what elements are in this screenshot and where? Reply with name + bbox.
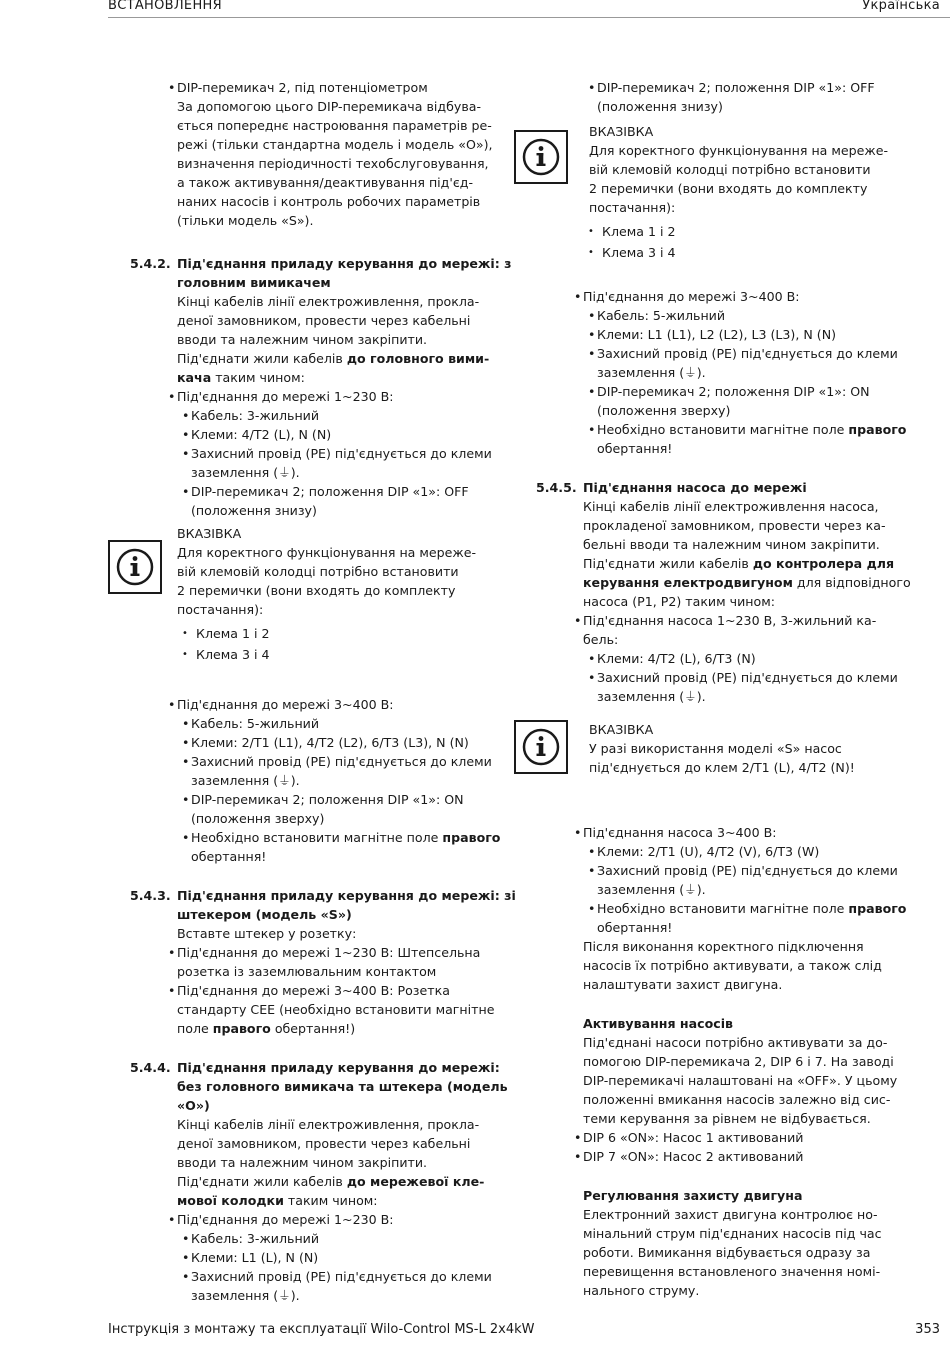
note-line: під'єднується до клем 2/T1 (L), 4/T2 (N)! xyxy=(589,760,855,775)
sub-list-item: • DIP-перемикач 2; положення DIP «1»: OFF xyxy=(588,80,875,95)
section-title-line: штекером (модель «S») xyxy=(177,907,352,922)
list-item-text: Необхідно встановити магнітне поле xyxy=(597,901,849,916)
sub-list-item-cont xyxy=(514,363,934,382)
list-item-text: Під'єднання до мережі 3~400 В: Розетка xyxy=(177,983,450,998)
list-item-text: Кабель: 5-жильний xyxy=(191,716,320,731)
paragraph-line: визначення періодичності техобслуговування, xyxy=(177,156,489,171)
paragraph-line: нального струму. xyxy=(583,1283,700,1298)
paragraph-line: помогою DIP-перемикача 2, DIP 6 і 7. На заводі xyxy=(583,1054,894,1069)
dip-item-text: DIP-перемикач 2, під потенціометром xyxy=(177,80,428,95)
sub-list-item: • Захисний провід (PE) під'єднується до клеми xyxy=(588,670,898,685)
list-item: • Під'єднання до мережі 3~400 В: Розетка xyxy=(168,983,450,998)
list-item-text: Захисний провід (PE) під'єднується до клеми xyxy=(597,863,898,878)
sub-list-item-cont xyxy=(108,501,498,520)
section-title-line: Під'єднання приладу керування до мережі: зі xyxy=(177,888,516,903)
bold-text: кача xyxy=(177,370,212,385)
list-item-text: Під'єднання до мережі 1~230 В: Штепсельна xyxy=(177,945,481,960)
section-number: 5.4.2. xyxy=(130,256,171,271)
list-item-text: заземлення (⏚). xyxy=(191,773,300,788)
section-number: 5.4.4. xyxy=(130,1060,171,1075)
paragraph-line: бельні вводи та належним чином закріпити. xyxy=(583,537,880,552)
paragraph-line: бель: xyxy=(583,632,619,647)
sub-list-item-cont xyxy=(514,687,934,706)
paragraph-line: деної замовником, провести через кабельні xyxy=(177,313,471,328)
sub-list-item-cont xyxy=(514,439,934,458)
paragraph-line: налаштувати захист двигуна. xyxy=(583,977,783,992)
paragraph-line: Кінці кабелів лінії електроживлення, прокла- xyxy=(177,294,480,309)
sub-list-item: • Необхідно встановити магнітне поле правого xyxy=(588,901,907,916)
section-heading-cont xyxy=(108,273,498,292)
bold-text: мової колодки xyxy=(177,1193,284,1208)
note-line: Для коректного функціонування на мереже- xyxy=(589,143,889,158)
section-title-line: головним вимикачем xyxy=(177,275,331,290)
list-item-text: Захисний провід (PE) під'єднується до клеми xyxy=(597,670,898,685)
list-item-text: (положення зверху) xyxy=(191,811,325,826)
sub-list-item: • DIP-перемикач 2; положення DIP «1»: ON xyxy=(182,792,464,807)
sub-list-item: • Клеми: 4/T2 (L), 6/T3 (N) xyxy=(588,651,756,666)
note-list-item: • Клема 3 і 4 xyxy=(182,647,270,662)
list-item-text: Під'єднання до мережі 1~230 В: xyxy=(177,1212,394,1227)
list-item-text: Захисний провід (PE) під'єднується до клеми xyxy=(191,754,492,769)
sub-list-item: • Кабель: 5-жильний xyxy=(182,716,320,731)
list-item-text: Захисний провід (PE) під'єднується до клеми xyxy=(191,446,492,461)
note-title: ВКАЗІВКА xyxy=(589,124,654,139)
sub-list-item: • Необхідно встановити магнітне поле правого xyxy=(182,830,501,845)
list-item-text: (положення знизу) xyxy=(191,503,317,518)
list-item: • Під'єднання до мережі 3~400 В: xyxy=(574,289,800,304)
note-line: вій клемовій колодці потрібно встановити xyxy=(589,162,871,177)
text-span: Під'єднати жили кабелів xyxy=(177,351,347,366)
text-span: Під'єднати жили кабелів xyxy=(177,1174,347,1189)
list-item: • Під'єднання до мережі 1~230 В: Штепсельна xyxy=(168,945,481,960)
note-box xyxy=(514,720,934,777)
header-rule xyxy=(108,17,950,18)
note-line: вій клемовій колодці потрібно встановити xyxy=(177,564,459,579)
paragraph-line: а також активування/деактивування під'єд- xyxy=(177,175,474,190)
paragraph-line: ється попереднє настроювання параметрів ре- xyxy=(177,118,492,133)
note-line: постачання): xyxy=(589,200,676,215)
note-line: 2 перемички (вони входять до комплекту xyxy=(177,583,456,598)
note-box xyxy=(514,122,934,263)
note-list-item: • Клема 3 і 4 xyxy=(588,245,676,260)
list-item: • Під'єднання насоса 1~230 В, 3-жильний ка- xyxy=(574,613,877,628)
paragraph-line xyxy=(108,1019,498,1038)
paragraph-line: стандарту CEE (необхідно встановити магнітне xyxy=(177,1002,495,1017)
paragraph-line: розетка із заземлювальним контактом xyxy=(177,964,437,979)
list-item: • Під'єднання до мережі 1~230 В: xyxy=(168,389,394,404)
list-item-text: обертання! xyxy=(597,441,673,456)
paragraph-line: Вставте штекер у розетку: xyxy=(177,926,357,941)
sub-list-item: • Клеми: L1 (L1), L2 (L2), L3 (L3), N (N) xyxy=(588,327,837,342)
paragraph-line xyxy=(514,573,934,592)
paragraph-line: вводи та належним чином закріпити. xyxy=(177,1155,428,1170)
bold-text: правого xyxy=(442,830,501,845)
sub-list-item: • Клеми: 2/T1 (L1), 4/T2 (L2), 6/T3 (L3), N (N) xyxy=(182,735,469,750)
list-item-text: Клеми: 4/T2 (L), 6/T3 (N) xyxy=(597,651,756,666)
paragraph-line: DIP-перемикачі налаштовані на «OFF». У цьому xyxy=(583,1073,898,1088)
text-span: обертання!) xyxy=(270,1021,356,1036)
header-language: Українська xyxy=(862,0,940,13)
sub-list-item-cont xyxy=(514,97,934,116)
list-item: • Під'єднання до мережі 1~230 В: xyxy=(168,1212,394,1227)
sub-list-item: • Захисний провід (PE) під'єднується до клеми xyxy=(588,863,898,878)
bold-text: правого xyxy=(212,1021,271,1036)
sub-list-item: • Захисний провід (PE) під'єднується до клеми xyxy=(182,446,492,461)
list-item-text: обертання! xyxy=(191,849,267,864)
paragraph-line: режі (тільки стандартна модель і модель «O»), xyxy=(177,137,493,152)
section-title-line: Під'єднання приладу керування до мережі: з xyxy=(177,256,512,271)
list-item-text: Клема 3 і 4 xyxy=(196,647,270,662)
sub-list-item: • Кабель: 3-жильний xyxy=(182,408,320,423)
sub-list-item-cont xyxy=(514,880,934,899)
section-title-line: без головного вимикача та штекера (модель xyxy=(177,1079,508,1094)
text-span: для відповідного xyxy=(792,575,911,590)
paragraph-line: Кінці кабелів лінії електроживлення, прокла- xyxy=(177,1117,480,1132)
bold-text: до мережевої кле- xyxy=(346,1174,485,1189)
sub-list-item: • Захисний провід (PE) під'єднується до клеми xyxy=(182,754,492,769)
list-item: • Під'єднання до мережі 3~400 В: xyxy=(168,697,394,712)
paragraph-line: За допомогою цього DIP-перемикача відбува- xyxy=(177,99,482,114)
footer-document-title: Інструкція з монтажу та експлуатації Wilo-Control MS-L 2x4kW xyxy=(108,1322,535,1337)
note-box xyxy=(108,524,498,665)
list-item-text: Під'єднання до мережі 3~400 В: xyxy=(177,697,394,712)
header-section-title: ВСТАНОВЛЕННЯ xyxy=(108,0,222,13)
list-item-text: (положення знизу) xyxy=(597,99,723,114)
list-item-text: Клеми: 4/T2 (L), N (N) xyxy=(191,427,332,442)
list-item-text: (положення зверху) xyxy=(597,403,731,418)
list-item-text: Захисний провід (PE) під'єднується до клеми xyxy=(597,346,898,361)
list-item-text: Клеми: 2/T1 (L1), 4/T2 (L2), 6/T3 (L3), N (N) xyxy=(191,735,469,750)
left-column xyxy=(108,78,516,1305)
section-heading-cont xyxy=(108,1096,498,1115)
sub-list-item-cont xyxy=(514,918,934,937)
list-item-text: Кабель: 5-жильний xyxy=(597,308,726,323)
sub-list-item: • DIP-перемикач 2; положення DIP «1»: OFF xyxy=(182,484,469,499)
sub-list-item: • Необхідно встановити магнітне поле правого xyxy=(588,422,907,437)
list-item-text: заземлення (⏚). xyxy=(597,689,706,704)
sub-list-item-cont xyxy=(108,771,498,790)
list-item-text: заземлення (⏚). xyxy=(191,465,300,480)
paragraph-line: деної замовником, провести через кабельні xyxy=(177,1136,471,1151)
note-list-item: • Клема 1 і 2 xyxy=(588,224,676,239)
list-item-text: DIP-перемикач 2; положення DIP «1»: OFF xyxy=(191,484,469,499)
text-span: таким чином: xyxy=(211,370,305,385)
list-item-text: DIP 7 «ON»: Насос 2 активований xyxy=(583,1149,804,1164)
sub-list-item: • DIP-перемикач 2; положення DIP «1»: ON xyxy=(588,384,870,399)
sub-list-item: • Кабель: 5-жильний xyxy=(588,308,726,323)
paragraph-line xyxy=(514,554,934,573)
list-item-text: Кабель: 3-жильний xyxy=(191,1231,320,1246)
subheading-motor-protection: Регулювання захисту двигуна xyxy=(583,1188,803,1203)
section-number: 5.4.3. xyxy=(130,888,171,903)
list-item-text: Клема 1 і 2 xyxy=(602,224,676,239)
list-item-text: Клема 1 і 2 xyxy=(196,626,270,641)
section-title-line: Під'єднання приладу керування до мережі: xyxy=(177,1060,500,1075)
sub-list-item-cont xyxy=(108,1286,498,1305)
list-item-text: Клема 3 і 4 xyxy=(602,245,676,260)
section-heading-cont xyxy=(108,1077,508,1096)
list-item-text: Клеми: 2/T1 (U), 4/T2 (V), 6/T3 (W) xyxy=(597,844,820,859)
note-line: Для коректного функціонування на мереже- xyxy=(177,545,477,560)
section-heading-5-4-4 xyxy=(108,1058,498,1077)
paragraph-line: роботи. Вимикання відбувається одразу за xyxy=(583,1245,871,1260)
text-span: Під'єднати жили кабелів xyxy=(583,556,753,571)
paragraph-line: перевищення встановленого значення номі- xyxy=(583,1264,881,1279)
sub-list-item-cont xyxy=(514,401,934,420)
section-heading-cont xyxy=(108,905,498,924)
list-item-text: Необхідно встановити магнітне поле xyxy=(191,830,443,845)
section-title-line: Під'єднання насоса до мережі xyxy=(583,480,807,495)
list-item-text: DIP-перемикач 2; положення DIP «1»: ON xyxy=(191,792,464,807)
note-title: ВКАЗІВКА xyxy=(177,526,242,541)
list-item-text: заземлення (⏚). xyxy=(191,1288,300,1303)
sub-list-item: • Клеми: 2/T1 (U), 4/T2 (V), 6/T3 (W) xyxy=(588,844,820,859)
note-line: У разі використання моделі «S» насос xyxy=(589,741,842,756)
bold-text: до головного вими- xyxy=(346,351,490,366)
paragraph-line: (тільки модель «S»). xyxy=(177,213,314,228)
list-item-text: DIP-перемикач 2; положення DIP «1»: ON xyxy=(597,384,870,399)
list-item: • Під'єднання насоса 3~400 В: xyxy=(574,825,777,840)
paragraph-line: Під'єднані насоси потрібно активувати за до- xyxy=(583,1035,888,1050)
paragraph-line xyxy=(108,1191,498,1210)
paragraph-line xyxy=(108,349,498,368)
section-number: 5.4.5. xyxy=(536,480,577,495)
section-title-line: «O») xyxy=(177,1098,210,1113)
list-item: • DIP 6 «ON»: Насос 1 активований xyxy=(574,1130,804,1145)
list-item: • DIP 7 «ON»: Насос 2 активований xyxy=(574,1149,804,1164)
bold-text: до контролера для xyxy=(752,556,895,571)
info-icon xyxy=(108,540,162,594)
paragraph-line: Кінці кабелів лінії електроживлення насоса, xyxy=(583,499,879,514)
bold-text: правого xyxy=(848,901,907,916)
info-icon xyxy=(514,720,568,774)
list-item-text: заземлення (⏚). xyxy=(597,365,706,380)
note-line: постачання): xyxy=(177,602,264,617)
sub-list-item-cont xyxy=(108,847,498,866)
section-heading-5-4-5 xyxy=(514,478,934,497)
sub-list-item-cont xyxy=(108,809,498,828)
text-span: поле xyxy=(177,1021,213,1036)
list-item-text: Необхідно встановити магнітне поле xyxy=(597,422,849,437)
sub-list-item: • Клеми: 4/T2 (L), N (N) xyxy=(182,427,332,442)
paragraph-line: теми керування за рівнем не відбувається. xyxy=(583,1111,871,1126)
paragraph-line: прокладеної замовником, провести через ка- xyxy=(583,518,886,533)
paragraph-line: Електронний захист двигуна контролює но- xyxy=(583,1207,878,1222)
right-column xyxy=(514,78,934,1300)
paragraph-line: насосів їх потрібно активувати, а також слід xyxy=(583,958,882,973)
paragraph-line: наних насосів і контроль робочих параметрів xyxy=(177,194,481,209)
paragraph-line: мінальний струм під'єднаних насосів під час xyxy=(583,1226,882,1241)
note-line: 2 перемички (вони входять до комплекту xyxy=(589,181,868,196)
list-item-text: Під'єднання насоса 1~230 В, 3-жильний ка- xyxy=(583,613,877,628)
list-item-text: Клеми: L1 (L1), L2 (L2), L3 (L3), N (N) xyxy=(597,327,837,342)
info-icon xyxy=(514,130,568,184)
list-item-text: Під'єднання насоса 3~400 В: xyxy=(583,825,777,840)
paragraph-line: положенні вмикання насосів залежно від сис- xyxy=(583,1092,891,1107)
list-item-text: Клеми: L1 (L), N (N) xyxy=(191,1250,319,1265)
list-item-text: Захисний провід (PE) під'єднується до клеми xyxy=(191,1269,492,1284)
list-item-text: заземлення (⏚). xyxy=(597,882,706,897)
subheading-activate-pumps: Активування насосів xyxy=(583,1016,734,1031)
note-title: ВКАЗІВКА xyxy=(589,722,654,737)
list-item-text: обертання! xyxy=(597,920,673,935)
sub-list-item: • Клеми: L1 (L), N (N) xyxy=(182,1250,319,1265)
text-span: таким чином: xyxy=(283,1193,378,1208)
sub-list-item-cont xyxy=(108,463,498,482)
paragraph-line xyxy=(108,1172,498,1191)
sub-list-item: • Захисний провід (PE) під'єднується до клеми xyxy=(182,1269,492,1284)
page-number: 353 xyxy=(915,1322,940,1337)
paragraph-line: Після виконання коректного підключення xyxy=(583,939,864,954)
list-item-text: DIP-перемикач 2; положення DIP «1»: OFF xyxy=(597,80,875,95)
note-list-item: • Клема 1 і 2 xyxy=(182,626,270,641)
list-item-text: Кабель: 3-жильний xyxy=(191,408,320,423)
list-item: • DIP-перемикач 2, під потенціометром xyxy=(168,80,428,95)
paragraph-line: насоса (P1, P2) таким чином: xyxy=(583,594,775,609)
sub-list-item: • Кабель: 3-жильний xyxy=(182,1231,320,1246)
list-item-text: Під'єднання до мережі 3~400 В: xyxy=(583,289,800,304)
section-heading-5-4-2 xyxy=(108,254,512,273)
list-item-text: DIP 6 «ON»: Насос 1 активований xyxy=(583,1130,804,1145)
bold-text: керування електродвигуном xyxy=(583,575,793,590)
paragraph-line xyxy=(108,368,498,387)
list-item-text: Під'єднання до мережі 1~230 В: xyxy=(177,389,394,404)
section-heading-5-4-3 xyxy=(108,886,516,905)
sub-list-item: • Захисний провід (PE) під'єднується до клеми xyxy=(588,346,898,361)
paragraph-line: вводи та належним чином закріпити. xyxy=(177,332,428,347)
bold-text: правого xyxy=(848,422,907,437)
